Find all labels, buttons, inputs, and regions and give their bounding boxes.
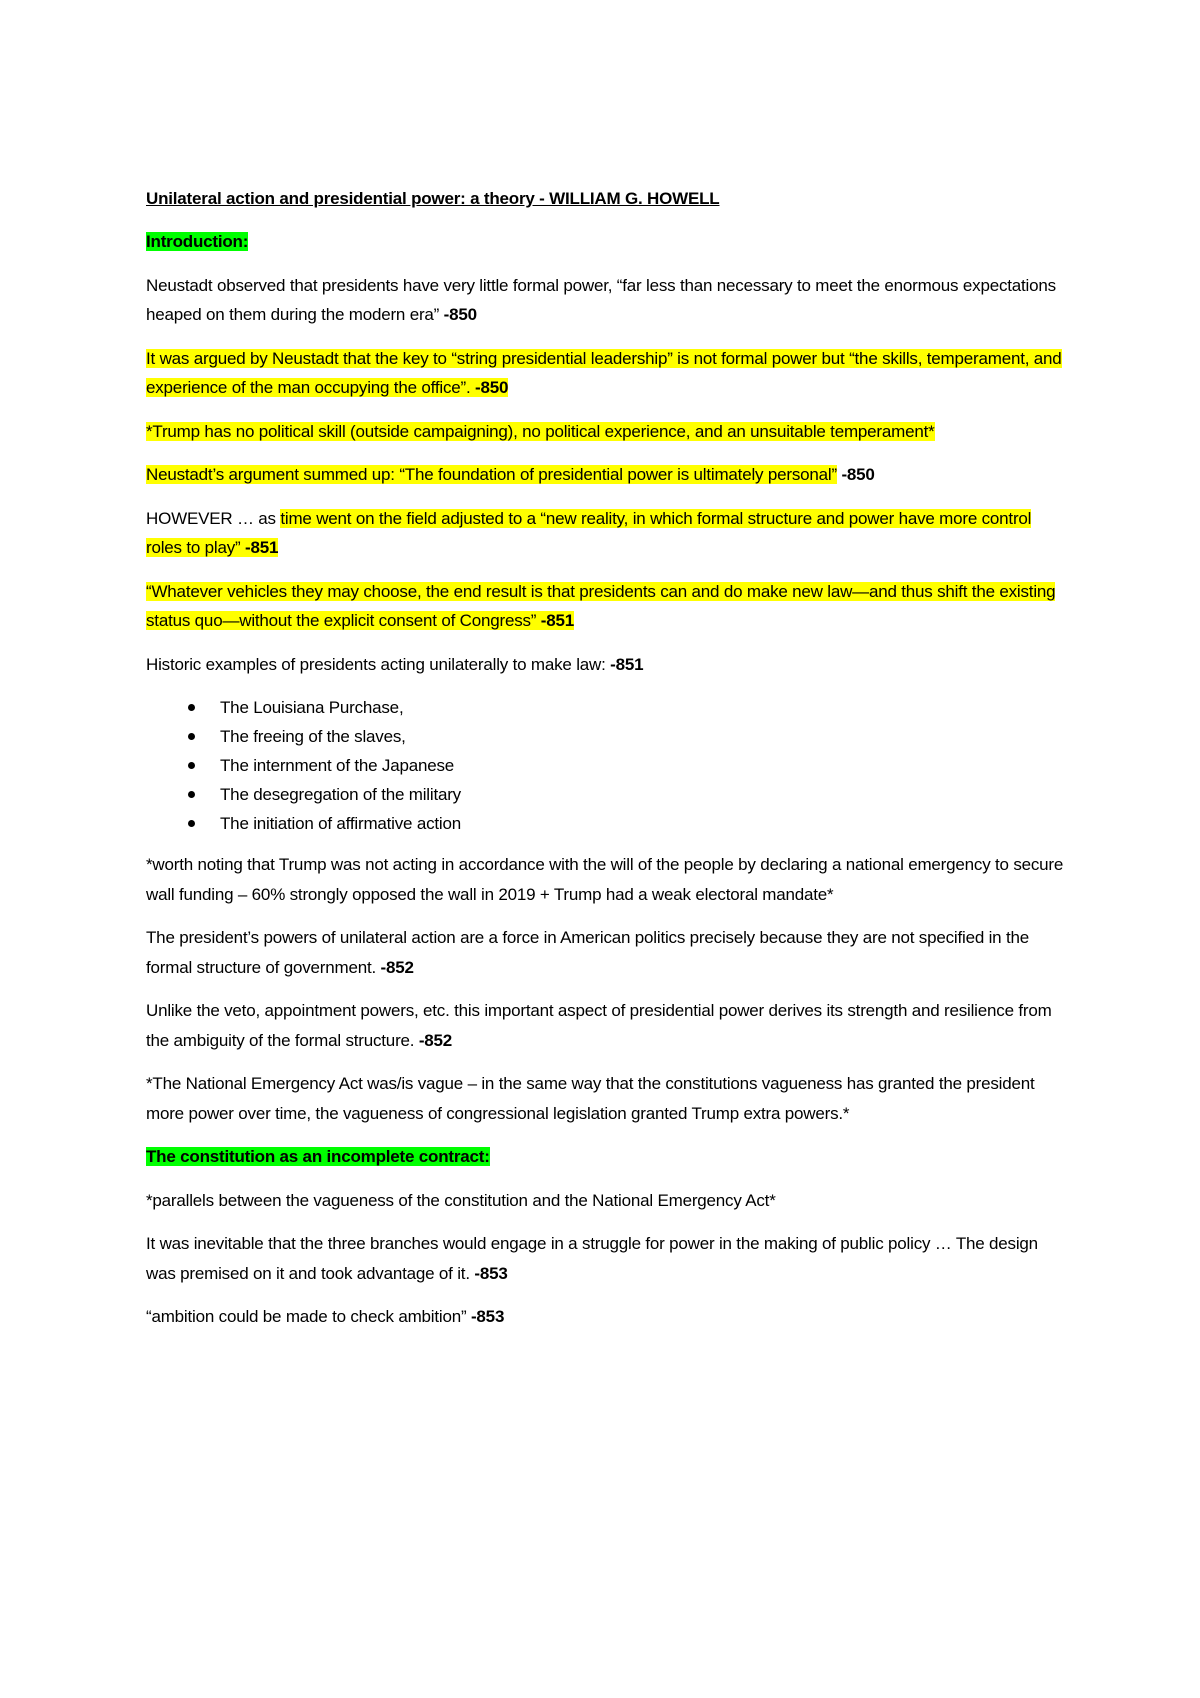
paragraph: “ambition could be made to check ambition” -853 [146,1307,505,1326]
paragraph: *The National Emergency Act was/is vague – in the same way that the constitutions vagueness has granted the president more power over time, the vagueness of congressional legislation granted Trump extra powers.* [146,1074,1035,1123]
page-ref: -850 [443,305,477,324]
list-item: The internment of the Japanese [146,751,1066,780]
paragraph: *parallels between the vagueness of the constitution and the National Emergency Act* [146,1190,776,1210]
paragraph: Historic examples of presidents acting unilaterally to make law: -851 [146,654,644,674]
page-ref: -850 [836,465,875,484]
list-item: The initiation of affirmative action [146,809,1066,838]
page-ref: -852 [380,957,414,977]
page-ref: -851 [245,538,279,557]
page-ref: -853 [474,1263,508,1283]
paragraph: It was inevitable that the three branches would engage in a struggle for power in the making of public policy … The design was premised on it and took advantage of it. -853 [146,1234,1038,1283]
list-item: The desegregation of the military [146,780,1066,809]
page-ref: -851 [540,611,575,630]
bullet-icon [188,820,195,827]
paragraph-highlighted: It was argued by Neustadt that the key to “string presidential leadership” is not formal power but “the skills, temperament, and experience of the man occupying the office”. -850 [146,348,1062,397]
document-page [146,184,1066,1346]
bullet-icon [188,762,195,769]
examples-list [146,693,1066,838]
bullet-icon [188,704,195,711]
paragraph: *worth noting that Trump was not acting in accordance with the will of the people by declaring a national emergency to secure wall funding – 60% strongly opposed the wall in 2019 + Trump had a weak electoral mandate* [146,855,1064,904]
paragraph-highlighted: HOWEVER … as time went on the field adjusted to a “new reality, in which formal structure and power have more control roles to play” -851 [146,508,1032,557]
page-ref: -850 [475,378,509,397]
list-item: The freeing of the slaves, [146,722,1066,751]
section-heading-introduction: Introduction: [146,232,249,251]
section-heading-constitution: The constitution as an incomplete contract: [146,1147,490,1166]
paragraph: The president’s powers of unilateral action are a force in American politics precisely because they are not specified in the formal structure of government. -852 [146,928,1029,977]
page-ref: -851 [610,654,644,674]
paragraph-highlighted: *Trump has no political skill (outside campaigning), no political experience, and an unsuitable temperament* [146,421,935,441]
paragraph: Neustadt observed that presidents have very little formal power, “far less than necessary to meet the enormous expectations heaped on them during the modern era” -850 [146,275,1056,324]
paragraph: Unlike the veto, appointment powers, etc. this important aspect of presidential power derives its strength and resilience from the ambiguity of the formal structure. -852 [146,1001,1052,1050]
page-ref: -852 [418,1030,453,1050]
paragraph-highlighted: Neustadt’s argument summed up: “The foundation of presidential power is ultimately personal” -850 [146,465,875,484]
paragraph-highlighted: “Whatever vehicles they may choose, the end result is that presidents can and do make new law—and thus shift the existing status quo—without the explicit consent of Congress” -851 [146,581,1056,630]
page-ref: -853 [470,1307,505,1326]
bullet-icon [188,791,195,798]
list-item: The Louisiana Purchase, [146,693,1066,722]
document-title: Unilateral action and presidential power: a theory - WILLIAM G. HOWELL [146,189,720,208]
bullet-icon [188,733,195,740]
